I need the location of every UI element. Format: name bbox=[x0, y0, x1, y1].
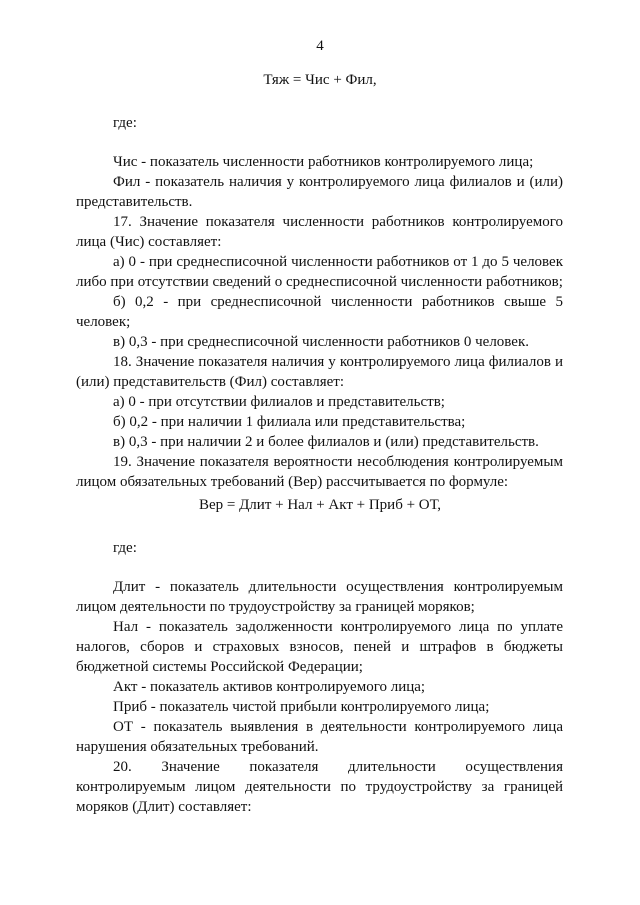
formula-ver: Вер = Длит + Нал + Акт + Приб + ОТ, bbox=[198, 497, 442, 513]
paragraph: б) 0,2 - при среднесписочной численности работников свыше 5 человек; bbox=[76, 294, 563, 330]
paragraph: 18. Значение показателя наличия у контролируемого лица филиалов и (или) представительств (Фил) составляет: bbox=[76, 354, 563, 390]
paragraph: Фил - показатель наличия у контролируемого лица филиалов и (или) представительств. bbox=[76, 174, 563, 210]
paragraph: 17. Значение показателя численности работников контролируемого лица (Чис) составляет: bbox=[76, 214, 563, 250]
paragraph: Акт - показатель активов контролируемого лица; bbox=[113, 679, 426, 695]
paragraph: Длит - показатель длительности осуществления контролируемым лицом деятельности по трудоустройству за границей моряков; bbox=[76, 579, 563, 615]
paragraph: Приб - показатель чистой прибыли контролируемого лица; bbox=[113, 699, 490, 715]
paragraph: в) 0,3 - при наличии 2 и более филиалов и (или) представительств. bbox=[113, 434, 539, 450]
paragraph: где: bbox=[113, 540, 137, 556]
paragraph: а) 0 - при среднесписочной численности работников от 1 до 5 человек либо при отсутствии сведений о среднесписочной численности работников; bbox=[76, 254, 563, 290]
formula-tyazh: Тяж = Чис + Фил, bbox=[263, 72, 377, 88]
paragraph: Чис - показатель численности работников контролируемого лица; bbox=[113, 154, 534, 170]
text-block-1 bbox=[76, 113, 563, 492]
paragraph: б) 0,2 - при наличии 1 филиала или представительства; bbox=[113, 414, 466, 430]
paragraph: где: bbox=[113, 115, 137, 131]
paragraph: 19. Значение показателя вероятности несоблюдения контролируемым лицом обязательных требований (Вер) рассчитывается по формуле: bbox=[76, 454, 563, 490]
text-block-2 bbox=[76, 538, 563, 817]
paragraph: а) 0 - при отсутствии филиалов и представительств; bbox=[113, 394, 445, 410]
paragraph: ОТ - показатель выявления в деятельности контролируемого лица нарушения обязательных требований. bbox=[76, 719, 563, 755]
paragraph: Нал - показатель задолженности контролируемого лица по уплате налогов, сборов и страховых взносов, пеней и штрафов в бюджеты бюджетной системы Российской Федерации; bbox=[76, 619, 563, 675]
paragraph: в) 0,3 - при среднесписочной численности работников 0 человек. bbox=[113, 334, 529, 350]
paragraph: 20. Значение показателя длительности осуществления контролируемым лицом деятельности по трудоустройству за границей моряков (Длит) составляет: bbox=[76, 759, 563, 815]
page-number: 4 bbox=[316, 38, 324, 54]
